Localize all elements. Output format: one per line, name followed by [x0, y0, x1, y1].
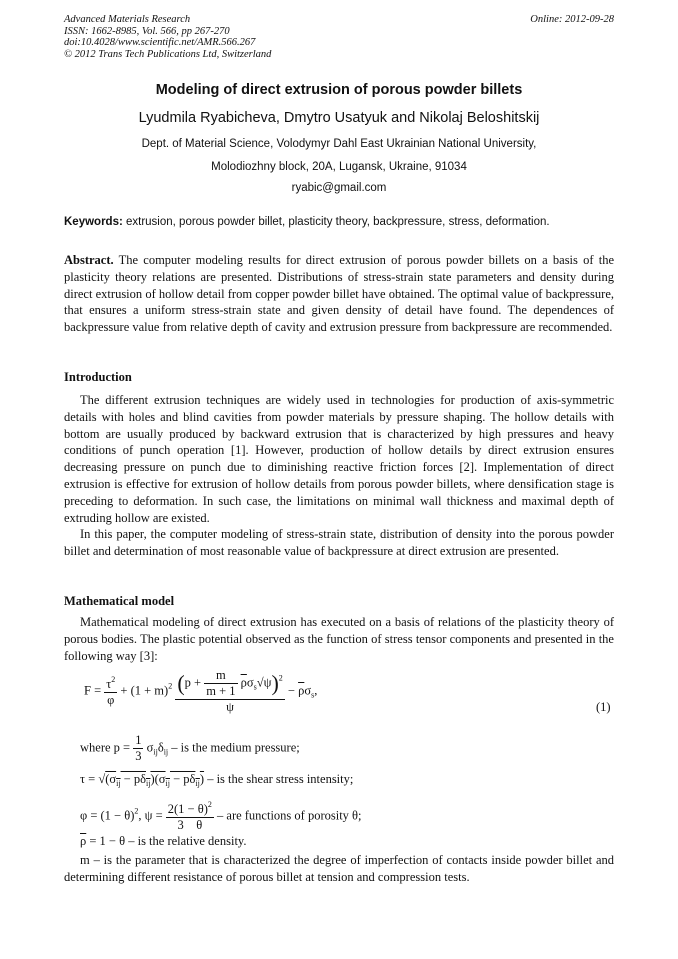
online-date: Online: 2012-09-28: [530, 14, 614, 25]
abstract-text: The computer modeling results for direct extrusion of porous powder billets on a basis of the plasticity theory relations are presented. Distributions of stress-strain state parameters and density during direct extrusion of hollow detail from copper powder billet have obtained. The optimal value of backpressure, that ensures a uniform stress-strain state and given density of detail have found. The dependences of backpressure value from relative depth of cavity and extrusion pressure from backpressure are recommended.: [64, 253, 614, 335]
model-paragraph-2: m – is the parameter that is characterized the degree of imperfection of contacts inside powder billet and determining different resistance of porous billet at tension and compression tests.: [64, 853, 614, 884]
journal-name: Advanced Materials Research: [64, 14, 191, 25]
shear-intensity-text: – is the shear stress intensity;: [207, 772, 354, 786]
journal-header: [64, 14, 271, 60]
model-heading: Mathematical model: [64, 594, 175, 608]
affiliation-line-1: Dept. of Material Science, Volodymyr Dahl East Ukrainian National University,: [141, 138, 537, 150]
porosity-functions-text: – are functions of porosity θ;: [217, 808, 362, 823]
issn-line: ISSN: 1662-8985, Vol. 566, pp 267-270: [64, 25, 230, 37]
equation-number: (1): [596, 700, 611, 714]
abstract-label: Abstract.: [64, 253, 114, 267]
doi-line: doi:10.4028/www.scientific.net/AMR.566.267: [64, 37, 256, 48]
copyright-line: © 2012 Trans Tech Publications Ltd, Switzerland: [64, 48, 272, 60]
introduction-paragraph-2: In this paper, the computer modeling of stress-strain state, distribution of density into the porous powder billet and determination of most reasonable value of backpressure at direct extrusion are presented.: [64, 527, 614, 558]
author-email: ryabic@gmail.com: [291, 182, 387, 194]
relative-density-definition: $\overline{\rho} = 1 - \theta$ – is the relative density.: [80, 834, 247, 848]
where-label: where: [80, 740, 111, 755]
porosity-functions-definition: $\varphi = (1 - \theta)^2$, ψ = $\frac{2(1 - \theta)^2}{3 \theta}$ – are functions of porosity θ;: [80, 800, 362, 832]
keywords-text: extrusion, porous powder billet, plasticity theory, backpressure, stress, deformation.: [122, 216, 550, 228]
keywords: [64, 216, 614, 228]
introduction-heading: Introduction: [64, 370, 132, 384]
keywords-label: Keywords:: [64, 216, 123, 228]
equation-1: F = $\frac{\tau^2}{\varphi}$ + $(1 + m)^2$ (p + $\frac{m}{m + 1}$ $\overline{\rho}\sigma_s√\psi)^2$ ψ − $\overline{\rho}\sigma_s$,: [84, 668, 318, 714]
authors: Lyudmila Ryabicheva, Dmytro Usatyuk and Nikolaj Beloshitskij: [138, 110, 540, 126]
relative-density-text: – is the relative density.: [128, 834, 247, 848]
model-paragraph-1: Mathematical modeling of direct extrusion has executed on a basis of relations of the plasticity theory of porous bodies. The plastic potential observed as the function of stress tensor components and presented in the following way [3]:: [64, 615, 614, 663]
abstract: [64, 252, 614, 336]
introduction-paragraph-1: The different extrusion techniques are widely used in technologies for production of axis-symmetric details with holes and blind cavities from powder materials by pressure shaping. The hollow details with bottom are usually produced by backward extrusion that is characterized by high pressures and heavy conditions of punch operation [1]. However, production of hollow details by direct extrusion ensures decreasing pressure on punch due to diminishing reactive friction forces [2]. Implementation of direct extrusion is effective for extrusion of hollow details from porous powder billets, where densification stage is preceding to deformation. In such case, the limitations on minimal wall thickness and maximal depth of extruding hollow are existed.: [64, 393, 614, 525]
paper-title: Modeling of direct extrusion of porous powder billets: [155, 82, 523, 98]
affiliation-line-2: Molodiozhny block, 20A, Lugansk, Ukraine, 91034: [211, 161, 467, 173]
medium-pressure-text: – is the medium pressure;: [171, 740, 300, 755]
shear-intensity-definition: $\tau = √(\sigma_{ij} - p\delta_{ij})(\sigma_{ij} - p\delta_{ij})$ – is the shear stress intensity;: [80, 772, 354, 788]
medium-pressure-definition: where p = $\frac{1}{3}$ $\sigma_{ij}\delta_{ij}$ – is the medium pressure;: [80, 733, 300, 763]
